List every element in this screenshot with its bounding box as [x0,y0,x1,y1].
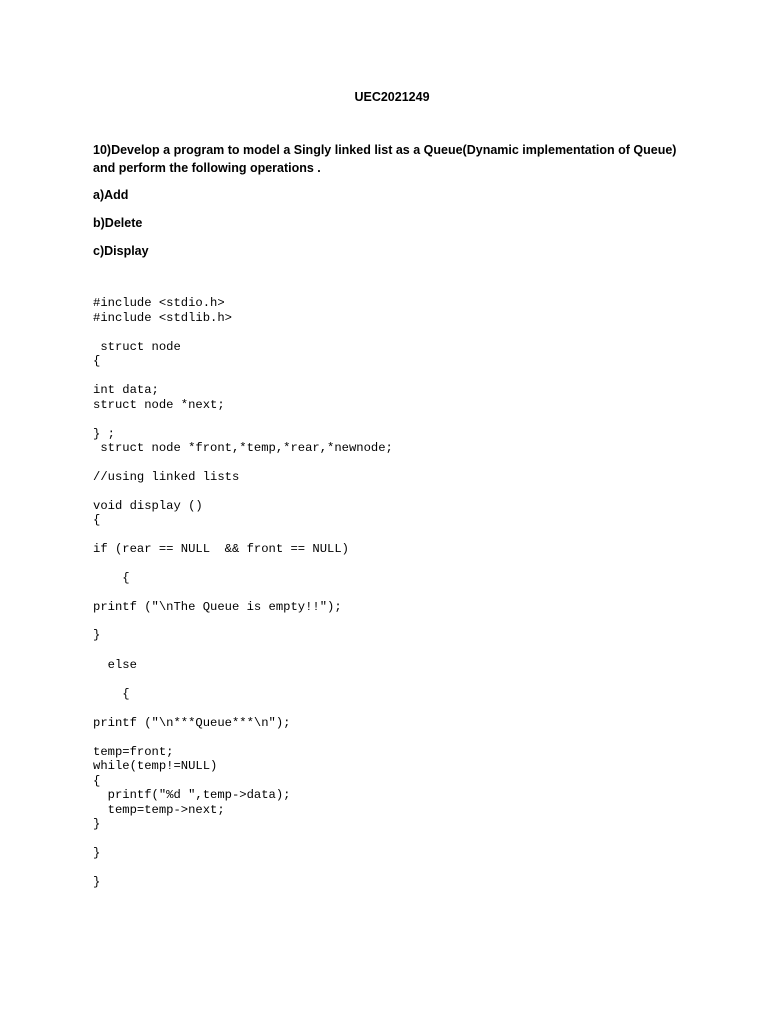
operation-delete: b)Delete [93,216,143,230]
code-comment: //using linked lists [93,470,240,484]
code-if-condition: if (rear == NULL && front == NULL) [93,542,349,556]
code-close-struct: } ; [93,427,115,441]
code-close-brace: } [93,846,101,860]
code-void-display: void display () [93,499,203,513]
code-struct-next: struct node *next; [93,398,225,412]
code-close-brace: } [93,628,101,642]
code-temp-next: temp=temp->next; [93,803,225,817]
code-open-brace: { [93,513,101,527]
operation-display: c)Display [93,244,149,258]
code-printf-data: printf("%d ",temp->data); [93,788,291,802]
code-include-stdio: #include <stdio.h> [93,296,225,310]
code-close-brace: } [93,875,101,889]
document-id: UEC2021249 [354,90,430,104]
code-close-brace: } [93,817,101,831]
code-struct-node: struct node [93,340,181,354]
code-open-brace: { [93,354,101,368]
code-open-brace: { [93,571,130,585]
code-include-stdlib: #include <stdlib.h> [93,311,232,325]
code-else: else [93,658,137,672]
code-open-brace: { [93,687,130,701]
task-description-line-2: and perform the following operations . [93,161,321,175]
code-pointer-declarations: struct node *front,*temp,*rear,*newnode; [93,441,393,455]
code-int-data: int data; [93,383,159,397]
task-description-line-1: 10)Develop a program to model a Singly linked list as a Queue(Dynamic implementation of Queue) [93,143,677,157]
code-printf-empty: printf ("\nThe Queue is empty!!"); [93,600,342,614]
code-while-loop: while(temp!=NULL) [93,759,218,773]
code-printf-queue: printf ("\n***Queue***\n"); [93,716,291,730]
code-temp-front: temp=front; [93,745,174,759]
code-open-brace: { [93,774,101,788]
operation-add: a)Add [93,188,129,202]
